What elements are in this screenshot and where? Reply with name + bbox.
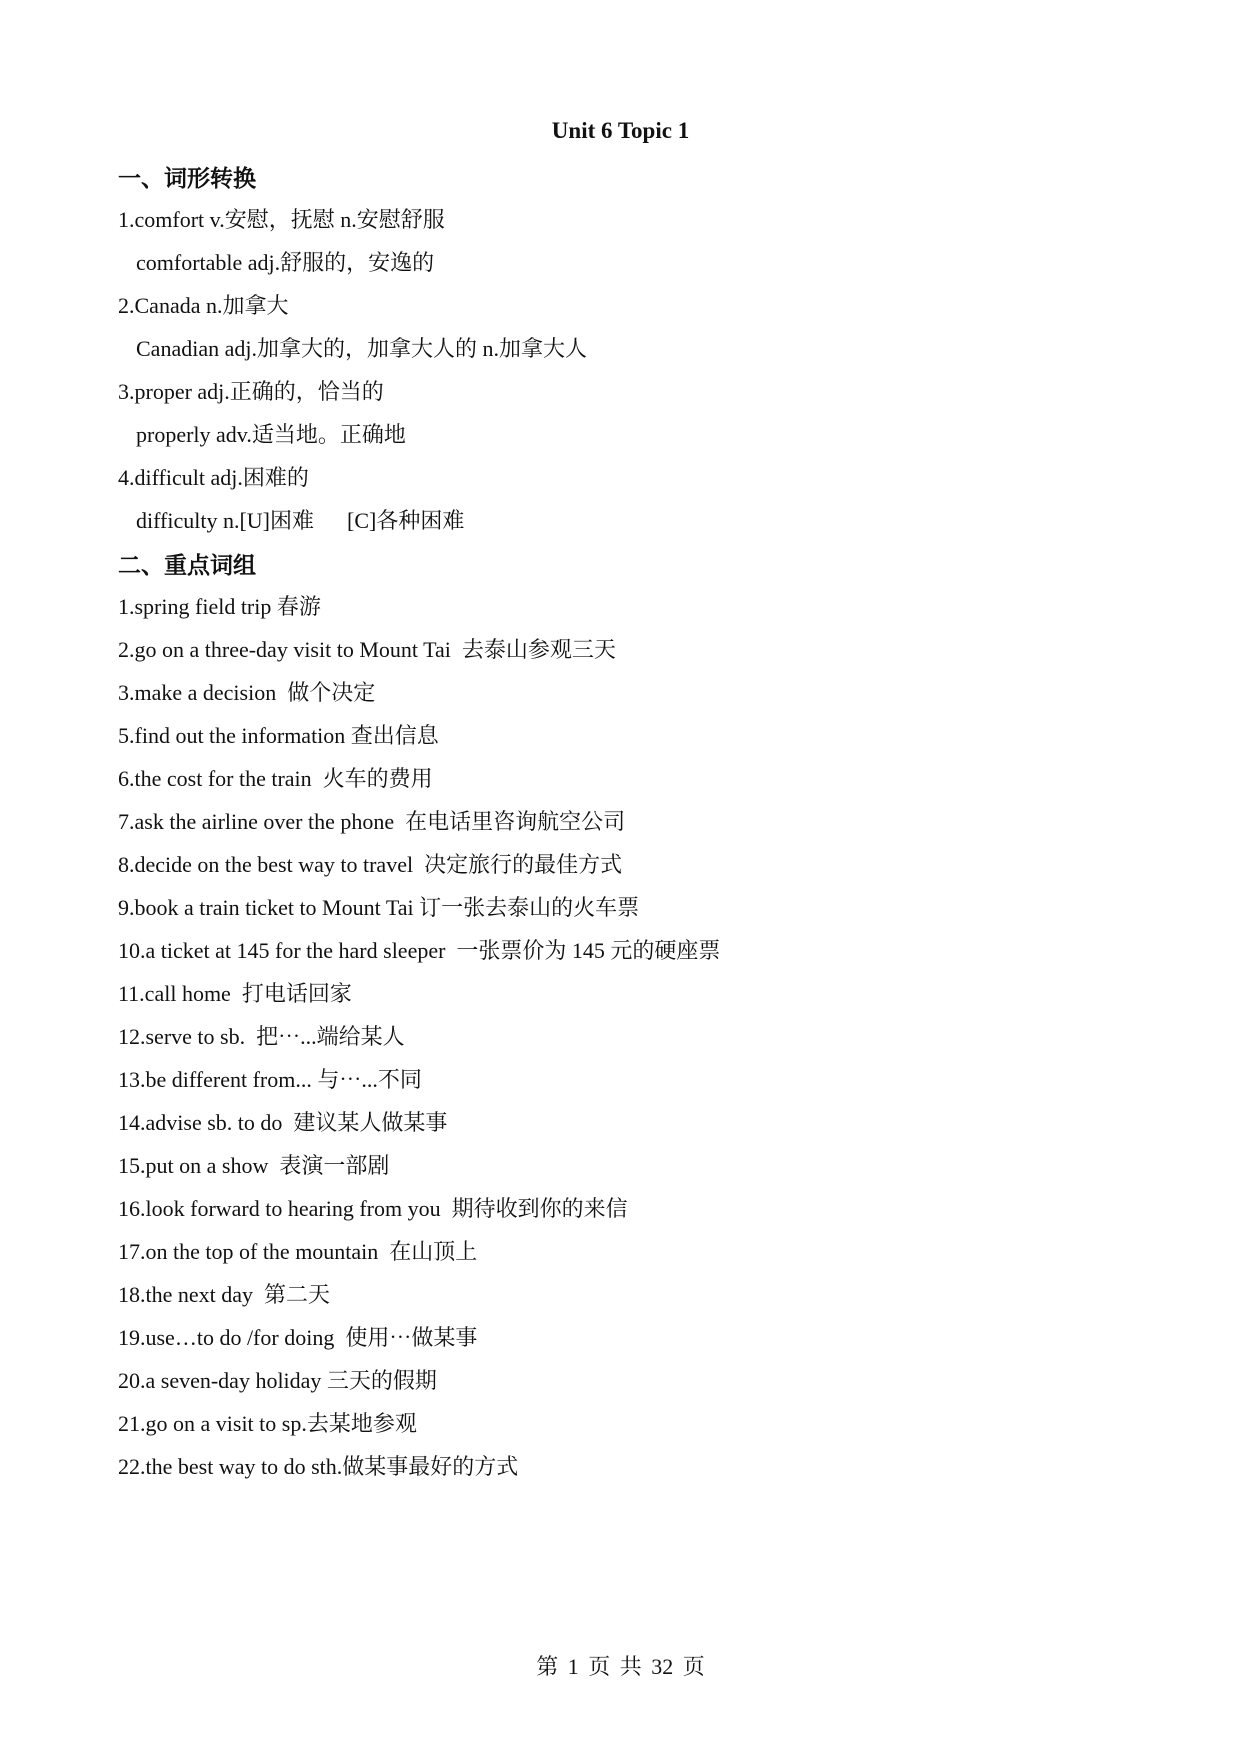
phrase-line: 1.spring field trip 春游 (118, 594, 321, 619)
phrase-line: 17.on the top of the mountain 在山顶上 (118, 1239, 478, 1264)
phrase-line: 2.go on a three-day visit to Mount Tai 去泰山参观三天 (118, 637, 616, 662)
section-heading-key-phrases: 二、重点词组 (118, 553, 256, 578)
phrase-line: 22.the best way to do sth.做某事最好的方式 (118, 1454, 519, 1479)
phrase-line: 16.look forward to hearing from you 期待收到你的来信 (118, 1196, 628, 1221)
word-form-line: difficulty n.[U]困难 [C]各种困难 (136, 508, 465, 533)
phrase-line: 19.use…to do /for doing 使用⋯做某事 (118, 1325, 478, 1350)
phrase-line: 9.book a train ticket to Mount Tai 订一张去泰山的火车票 (118, 895, 640, 920)
phrase-line: 11.call home 打电话回家 (118, 981, 352, 1006)
word-form-line: Canadian adj.加拿大的，加拿大人的 n.加拿大人 (136, 336, 587, 361)
section-heading-word-forms: 一、词形转换 (118, 166, 256, 191)
phrase-line: 13.be different from... 与⋯...不同 (118, 1067, 422, 1092)
word-form-line: properly adv.适当地。正确地 (136, 422, 406, 447)
phrase-line: 21.go on a visit to sp.去某地参观 (118, 1411, 417, 1436)
phrase-line: 10.a ticket at 145 for the hard sleeper 一张票价为 145 元的硬座票 (118, 938, 721, 963)
word-form-line: comfortable adj.舒服的，安逸的 (136, 250, 435, 275)
phrase-line: 5.find out the information 查出信息 (118, 723, 439, 748)
phrase-line: 20.a seven-day holiday 三天的假期 (118, 1368, 437, 1393)
word-form-line: 2.Canada n.加拿大 (118, 293, 289, 318)
phrase-line: 14.advise sb. to do 建议某人做某事 (118, 1110, 448, 1135)
phrase-line: 15.put on a show 表演一部剧 (118, 1153, 390, 1178)
word-form-line: 1.comfort v.安慰，抚慰 n.安慰舒服 (118, 207, 445, 232)
document-title: Unit 6 Topic 1 (551, 118, 690, 143)
phrase-line: 12.serve to sb. 把⋯...端给某人 (118, 1024, 405, 1049)
phrase-line: 3.make a decision 做个决定 (118, 680, 376, 705)
word-form-line: 3.proper adj.正确的，恰当的 (118, 379, 384, 404)
phrase-line: 6.the cost for the train 火车的费用 (118, 766, 433, 791)
phrase-line: 8.decide on the best way to travel 决定旅行的最佳方式 (118, 852, 623, 877)
phrase-line: 18.the next day 第二天 (118, 1282, 331, 1307)
word-form-line: 4.difficult adj.困难的 (118, 465, 309, 490)
page-number-footer: 第 1 页 共 32 页 (536, 1654, 705, 1679)
phrase-line: 7.ask the airline over the phone 在电话里咨询航空公司 (118, 809, 626, 834)
